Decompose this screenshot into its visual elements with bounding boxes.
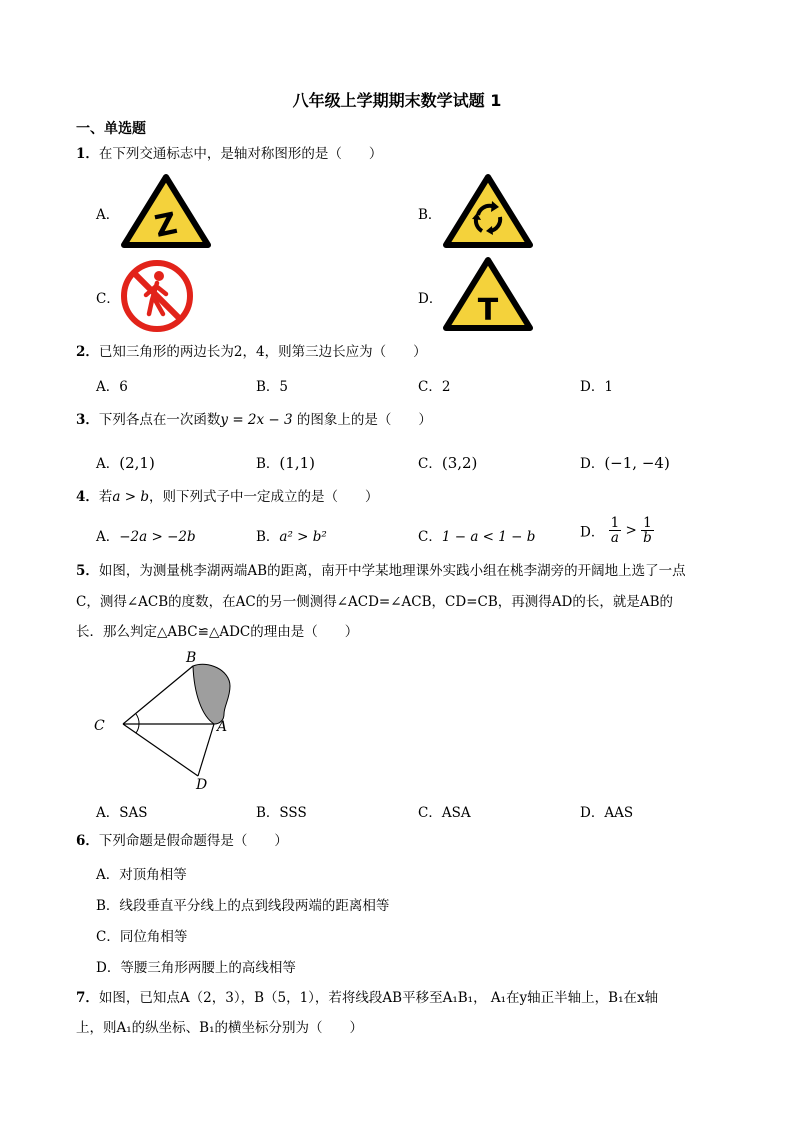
question-text: 已知三角形的两边长为2，4，则第三边长应为（ ）	[98, 344, 427, 360]
question-5-line3: 长．那么判定△ABC≌△ADC的理由是（ ）	[76, 624, 359, 640]
question-number: 5．	[76, 563, 99, 579]
question-text: 的图象上的是（ ）	[296, 412, 432, 428]
q5-option-c	[418, 801, 471, 821]
option-label: A．	[96, 379, 120, 395]
option-value: (2,1)	[119, 454, 155, 472]
numerator: 1	[610, 515, 620, 531]
option-value: AAS	[604, 805, 634, 821]
option-label: B．	[256, 805, 280, 821]
q6-option-b: B．线段垂直平分线上的点到线段两端的距离相等	[96, 898, 390, 914]
q3-option-a	[96, 452, 155, 472]
option-label: A．	[96, 805, 120, 821]
question-number: 4．	[76, 489, 99, 505]
point-c-label: C	[94, 718, 105, 734]
option-value: 1 − a < 1 − b	[441, 529, 536, 545]
q2-option-a	[96, 375, 128, 395]
option-value: SSS	[279, 805, 307, 821]
option-value: (3,2)	[441, 454, 478, 472]
page-title: 八年级上学期期末数学试题 1	[292, 91, 502, 110]
question-number: 3．	[76, 412, 99, 428]
q4-option-c	[418, 525, 535, 545]
question-7	[76, 988, 658, 1008]
question-text: 若	[98, 489, 113, 505]
option-value: 1	[604, 379, 613, 395]
point-d-label: D	[196, 777, 208, 793]
option-label: B．	[256, 529, 280, 545]
q6-option-d: D．等腰三角形两腰上的高线相等	[96, 960, 296, 976]
sign-d-letter: T	[477, 293, 499, 328]
fraction-1-over-a	[609, 516, 622, 545]
question-3	[76, 410, 432, 430]
question-2	[76, 342, 427, 362]
question-number: 7．	[76, 990, 99, 1006]
q3-option-c	[418, 452, 477, 472]
option-label: A．	[96, 456, 120, 472]
condition: a > b	[112, 489, 149, 505]
sign-b-roundabout-icon	[442, 173, 534, 249]
triangle-figure	[90, 648, 250, 793]
point-a-label: A	[217, 719, 228, 735]
option-value: 6	[119, 379, 128, 395]
option-value: (1,1)	[279, 454, 315, 472]
question-text-line1: 如图，已知点A（2，3），B（5，1），若将线段AB平移至A₁B₁， A₁在y轴正半轴上，B₁在x轴	[98, 990, 659, 1006]
q6-option-c: C．同位角相等	[96, 929, 188, 945]
q3-option-b	[256, 452, 315, 472]
question-text: ，则下列式子中一定成立的是（ ）	[149, 489, 379, 505]
option-c-label: C．	[96, 291, 120, 307]
option-value: ASA	[441, 805, 471, 821]
q4-option-b	[256, 525, 327, 545]
option-label: D．	[580, 524, 605, 541]
formula: y = 2x − 3	[220, 412, 293, 428]
q4-option-a	[96, 525, 196, 545]
q4-option-d	[580, 516, 654, 545]
question-text: 在下列交通标志中，是轴对称图形的是（ ）	[98, 146, 383, 162]
option-label: D．	[580, 456, 605, 472]
option-value: (−1, −4)	[604, 454, 670, 472]
option-label: B．	[256, 379, 280, 395]
q5-option-d	[580, 801, 633, 821]
question-7-line2: 上，则A₁的纵坐标、B₁的横坐标分别为（ ）	[76, 1020, 363, 1036]
q5-option-b	[256, 801, 307, 821]
option-b-label: B．	[418, 207, 442, 223]
numerator: 1	[641, 516, 654, 531]
q3-option-d	[580, 452, 670, 472]
section-heading: 一、单选题	[76, 121, 146, 137]
sign-a-zigzag-icon	[120, 173, 212, 249]
option-value: SAS	[119, 805, 148, 821]
sign-a-letter: Z	[151, 206, 181, 245]
question-text: 下列各点在一次函数	[98, 412, 221, 428]
q2-option-d	[580, 375, 613, 395]
question-1	[76, 144, 382, 164]
option-label: C．	[418, 805, 442, 821]
option-d-label: D．	[418, 291, 443, 307]
q6-option-a: A．对顶角相等	[96, 867, 187, 883]
option-value: −2a > −2b	[119, 529, 196, 545]
question-text-line1: 如图，为测量桃李湖两端AB的距离，南开中学某地理课外实践小组在桃李湖旁的开阔地上选了一点	[98, 563, 686, 579]
option-value: 2	[441, 379, 451, 395]
comparison-operator: >	[625, 522, 637, 539]
option-label: B．	[256, 456, 280, 472]
option-label: D．	[580, 379, 605, 395]
q2-option-c	[418, 375, 450, 395]
denominator: a	[610, 530, 619, 546]
point-b-label: B	[186, 650, 197, 666]
option-value: a² > b²	[279, 529, 327, 545]
question-number: 6．	[76, 833, 99, 849]
sign-d-t-junction-icon	[442, 256, 534, 332]
q5-option-a	[96, 801, 148, 821]
option-label: A．	[96, 529, 120, 545]
question-5-line2: C，测得∠ACB的度数，在AC的另一侧测得∠ACD=∠ACB，CD=CB，再测得AD的长，就是AB的	[76, 594, 674, 610]
question-4	[76, 487, 379, 507]
sign-c-no-pedestrian-icon	[119, 258, 195, 334]
option-label: C．	[418, 456, 442, 472]
option-a-label: A．	[96, 207, 120, 223]
option-value: 5	[279, 379, 289, 395]
denominator: b	[643, 530, 652, 546]
option-label: C．	[418, 379, 442, 395]
question-5	[76, 561, 686, 581]
question-text: 下列命题是假命题得是（ ）	[98, 833, 288, 849]
question-6	[76, 831, 288, 851]
question-number: 1．	[76, 146, 99, 162]
option-label: D．	[580, 805, 605, 821]
option-label: C．	[418, 529, 442, 545]
q2-option-b	[256, 375, 288, 395]
fraction-1-over-b	[641, 516, 654, 545]
question-number: 2．	[76, 344, 99, 360]
